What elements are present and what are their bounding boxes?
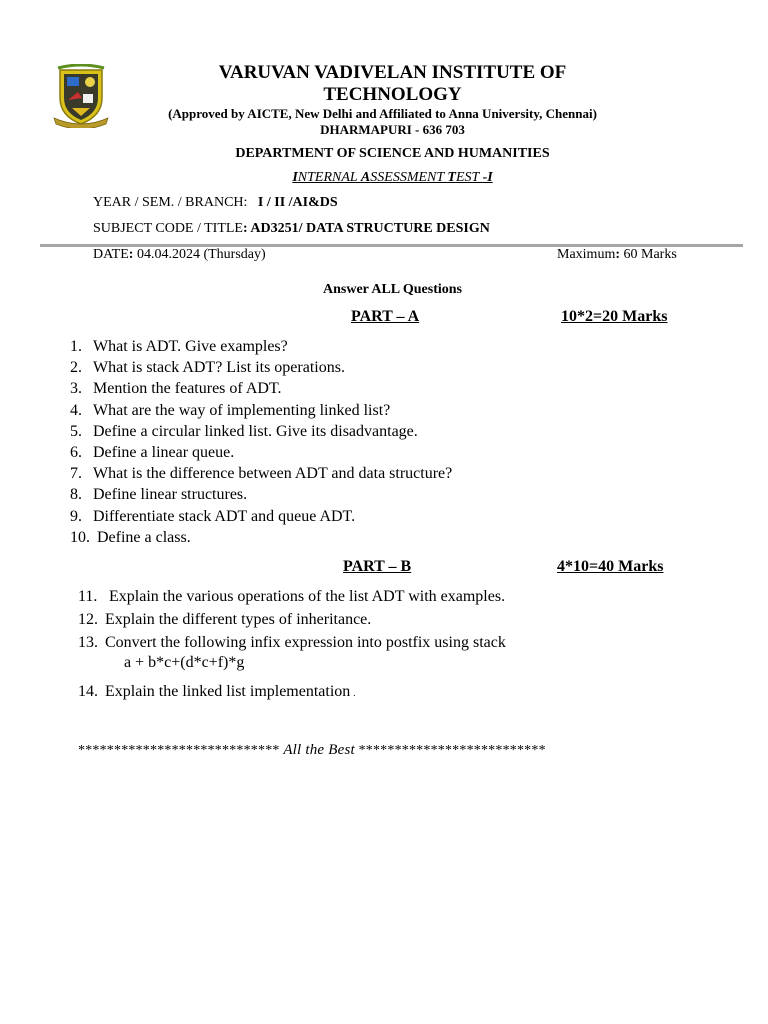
part-a-marks: 10*2=20 Marks — [561, 308, 668, 325]
list-item: 10. Define a class. — [70, 528, 191, 546]
year-label: YEAR / SEM. / BRANCH: — [93, 195, 248, 210]
list-item: 4. What are the way of implementing linked list? — [70, 401, 391, 419]
instructions: Answer ALL Questions — [323, 282, 462, 297]
maximum-marks: Maximum: 60 Marks — [557, 247, 677, 262]
list-item: 13. Convert the following infix expression into postfix using stack — [78, 634, 506, 651]
institute-logo-icon — [52, 64, 110, 128]
year-value: I / II /AI&DS — [257, 195, 338, 210]
list-item: 1. What is ADT. Give examples? — [70, 338, 288, 355]
exam-title: INTERNAL ASSESSMENT TEST -I — [292, 170, 493, 185]
list-item: 3. Mention the features of ADT. — [70, 380, 282, 398]
subject-line — [93, 221, 490, 237]
date-label: DATE — [93, 247, 129, 262]
subject-label: SUBJECT CODE / TITLE — [93, 221, 243, 236]
date-value: 04.04.2024 (Thursday) — [133, 247, 266, 262]
subject-value: : AD3251/ DATA STRUCTURE DESIGN — [243, 221, 490, 236]
list-item: 12. Explain the different types of inheritance. — [78, 611, 372, 628]
part-b-marks: 4*10=40 Marks — [557, 558, 664, 575]
part-a-questions — [70, 336, 452, 548]
department-name: DEPARTMENT OF SCIENCE AND HUMANITIES — [235, 146, 550, 161]
date-line: DATE: 04.04.2024 (Thursday) — [93, 247, 266, 262]
year-sem-branch — [93, 195, 338, 211]
list-item: 9. Differentiate stack ADT and queue ADT. — [70, 507, 356, 525]
infix-expression: a + b*c+(d*c+f)*g — [124, 654, 245, 671]
footer-message: **************************** All the Best ************************** — [78, 742, 546, 758]
institute-name: VARUVAN VADIVELAN INSTITUTE OF TECHNOLOGY — [218, 62, 567, 105]
list-item: 7. What is the difference between ADT and data structure? — [70, 465, 453, 483]
institute-location: DHARMAPURI - 636 703 — [320, 122, 465, 137]
list-item: 8. Define linear structures. — [70, 486, 248, 504]
list-item: 11. Explain the various operations of the list ADT with examples. — [78, 588, 506, 605]
part-a-title: PART – A — [351, 308, 420, 325]
list-item: 6. Define a linear queue. — [70, 443, 235, 461]
list-item: 14. Explain the linked list implementation . — [78, 683, 356, 700]
part-b-questions — [78, 585, 506, 654]
list-item: 2. What is stack ADT? List its operations. — [70, 359, 345, 377]
list-item: 5. Define a circular linked list. Give its disadvantage. — [70, 422, 418, 440]
approval-text: (Approved by AICTE, New Delhi and Affiliated to Anna University, Chennai) — [168, 106, 597, 121]
part-b-title: PART – B — [343, 558, 412, 575]
